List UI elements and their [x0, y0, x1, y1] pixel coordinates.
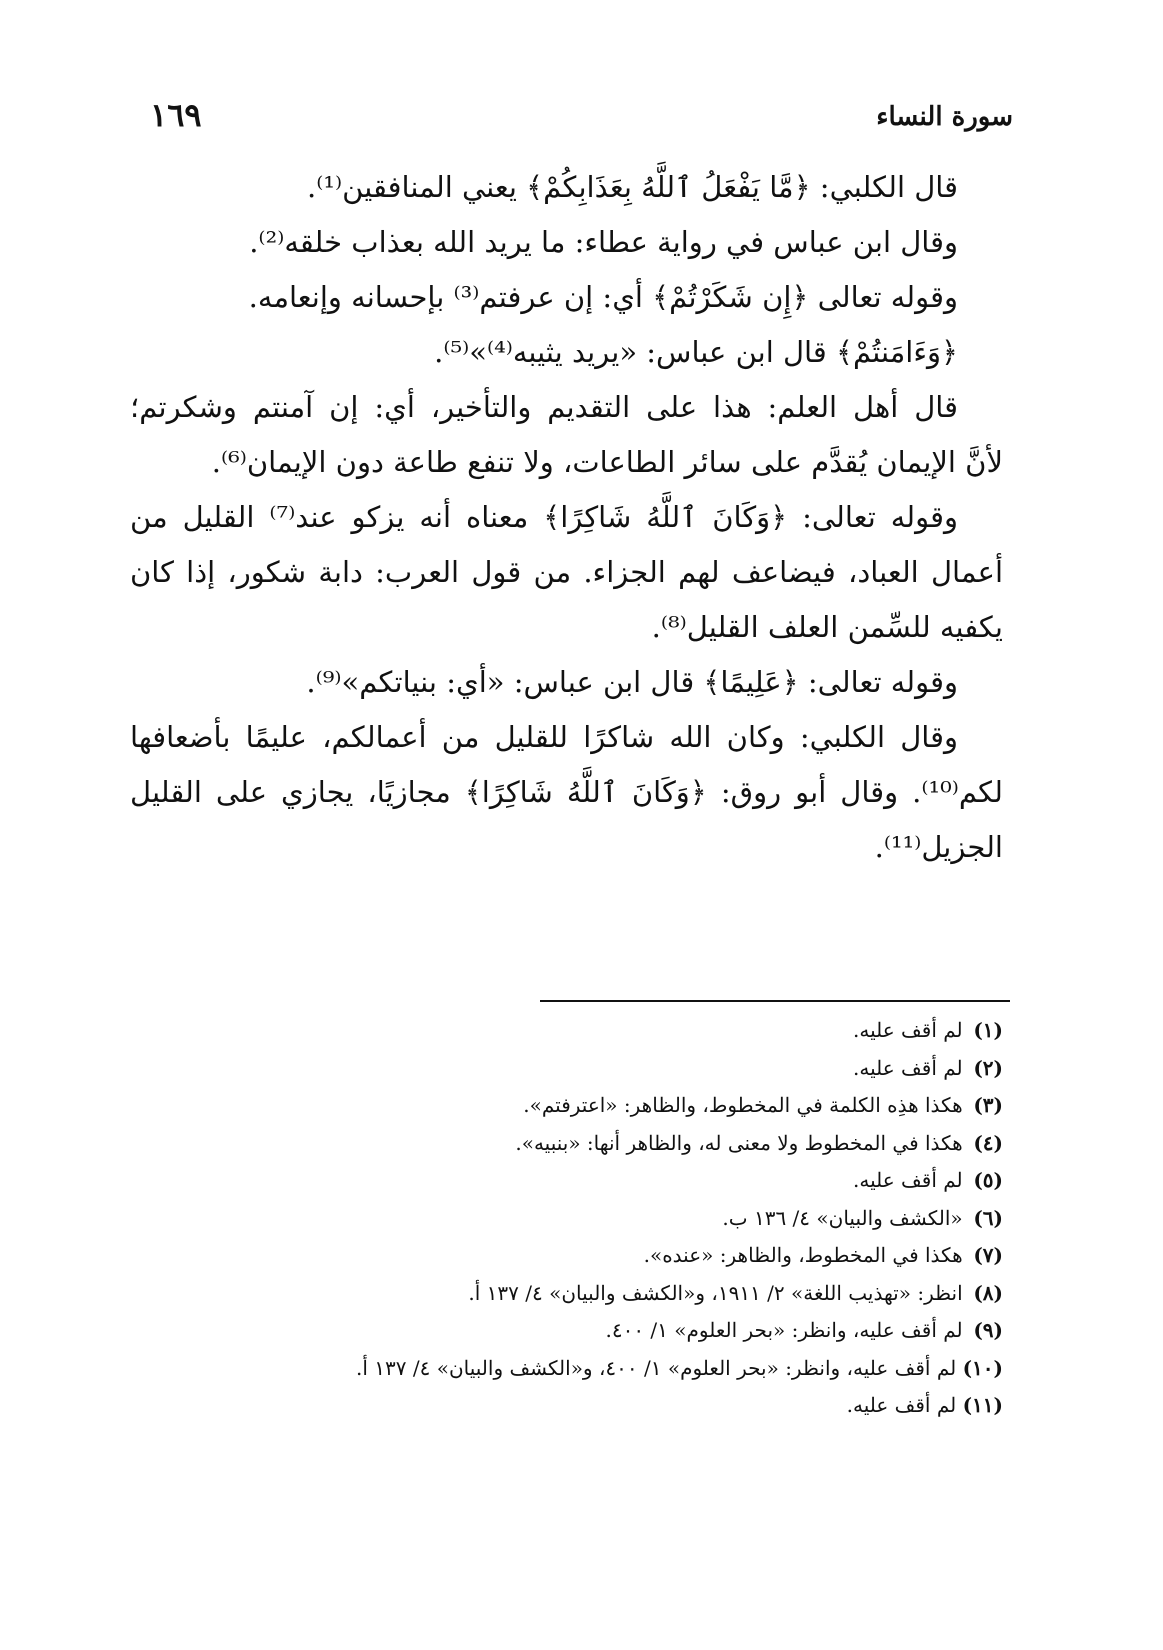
footnote-text: «الكشف والبيان» ٤/ ١٣٦ ب. — [722, 1205, 963, 1230]
text-line: وقال الكلبي: وكان الله شاكرًا للقليل من أعمالكم، عليمًا بأضعافها — [130, 720, 958, 754]
footnote — [130, 1125, 1003, 1163]
text-line: قال الكلبي: ﴿مَّا يَفْعَلُ ٱللَّهُ بِعَذَابِكُمْ﴾ يعني المنافقين⁽¹⁾. — [307, 170, 958, 204]
text-line: أعمال العباد، فيضاعف لهم الجزاء. من قول العرب: دابة شكور، إذا كان — [130, 555, 1003, 589]
footnote-number: (٧) — [973, 1243, 1003, 1267]
footnote-text: لم أقف عليه. — [846, 1393, 957, 1417]
footnote-number: (٦) — [973, 1205, 1003, 1230]
footnote — [130, 1087, 1003, 1125]
footnote-number: (٢) — [973, 1055, 1003, 1080]
footnote — [130, 1312, 1003, 1350]
text-line: وقوله تعالى: ﴿وَكَانَ ٱللَّهُ شَاكِرًا﴾ معناه أنه يزكو عند⁽⁷⁾ القليل من — [130, 500, 958, 534]
text-line: لأنَّ الإيمان يُقدَّم على سائر الطاعات، ولا تنفع طاعة دون الإيمان⁽⁶⁾. — [211, 445, 1003, 479]
surah-title: سورة النساء — [876, 102, 1013, 132]
footnote — [130, 1350, 1003, 1388]
footnote-number: (٩) — [973, 1318, 1003, 1342]
text-line: وقال ابن عباس في رواية عطاء: ما يريد الله بعذاب خلقه⁽²⁾. — [249, 225, 958, 259]
text-line: وقوله تعالى: ﴿عَلِيمًا﴾ قال ابن عباس: «أي: بنياتكم»⁽⁹⁾. — [306, 665, 958, 699]
footnote-number: (٣) — [973, 1093, 1003, 1117]
main-text — [130, 160, 1003, 875]
footnote-text: انظر: «تهذيب اللغة» ٢/ ١٩١١، و«الكشف والبيان» ٤/ ١٣٧ أ. — [468, 1280, 963, 1305]
text-line: الجزيل⁽¹¹⁾. — [874, 830, 1003, 864]
footnotes — [130, 1012, 1003, 1425]
footnote — [130, 1237, 1003, 1275]
footnote-text: لم أقف عليه. — [853, 1055, 963, 1080]
footnote-text: لم أقف عليه. — [853, 1018, 963, 1042]
footnote-number: (٥) — [973, 1168, 1003, 1192]
footnote — [130, 1200, 1003, 1238]
footnote-text: لم أقف عليه. — [853, 1168, 963, 1192]
text-line: ﴿وَءَامَنتُمْ﴾ قال ابن عباس: «يريد يثيبه⁽⁴⁾»⁽⁵⁾. — [434, 335, 958, 369]
footnote — [130, 1275, 1003, 1313]
footnote-text: هكذا في المخطوط، والظاهر: «عنده». — [643, 1243, 963, 1267]
footnote — [130, 1050, 1003, 1088]
footnote-text: لم أقف عليه، وانظر: «بحر العلوم» ١/ ٤٠٠، و«الكشف والبيان» ٤/ ١٣٧ أ. — [355, 1355, 957, 1380]
footnote — [130, 1162, 1003, 1200]
page-header — [140, 92, 1023, 142]
footnote-text: هكذا هذِه الكلمة في المخطوط، والظاهر: «اعترفتم». — [523, 1093, 963, 1117]
footnote-separator — [540, 1000, 1010, 1002]
footnote-number: (١٠) — [962, 1355, 1003, 1380]
footnote-number: (٨) — [973, 1280, 1003, 1305]
footnote — [130, 1387, 1003, 1425]
text-line: لكم⁽¹⁰⁾. وقال أبو روق: ﴿وَكَانَ ٱللَّهُ شَاكِرًا﴾ مجازيًا، يجازي على القليل — [130, 775, 1003, 809]
footnote-number: (٤) — [973, 1130, 1003, 1155]
footnote — [130, 1012, 1003, 1050]
footnote-number: (١١) — [962, 1393, 1003, 1417]
text-line: يكفيه للسِّمن العلف القليل⁽⁸⁾. — [651, 610, 1003, 644]
footnote-text: هكذا في المخطوط ولا معنى له، والظاهر أنها: «بنبيه». — [515, 1130, 963, 1155]
footnote-number: (١) — [973, 1018, 1003, 1042]
page-number: ١٦٩ — [150, 96, 202, 134]
text-line: وقوله تعالى ﴿إِن شَكَرْتُمْ﴾ أي: إن عرفتم⁽³⁾ بإحسانه وإنعامه. — [248, 280, 958, 314]
text-line: قال أهل العلم: هذا على التقديم والتأخير، أي: إن آمنتم وشكرتم؛ — [130, 390, 958, 424]
footnote-text: لم أقف عليه، وانظر: «بحر العلوم» ١/ ٤٠٠. — [605, 1318, 963, 1342]
